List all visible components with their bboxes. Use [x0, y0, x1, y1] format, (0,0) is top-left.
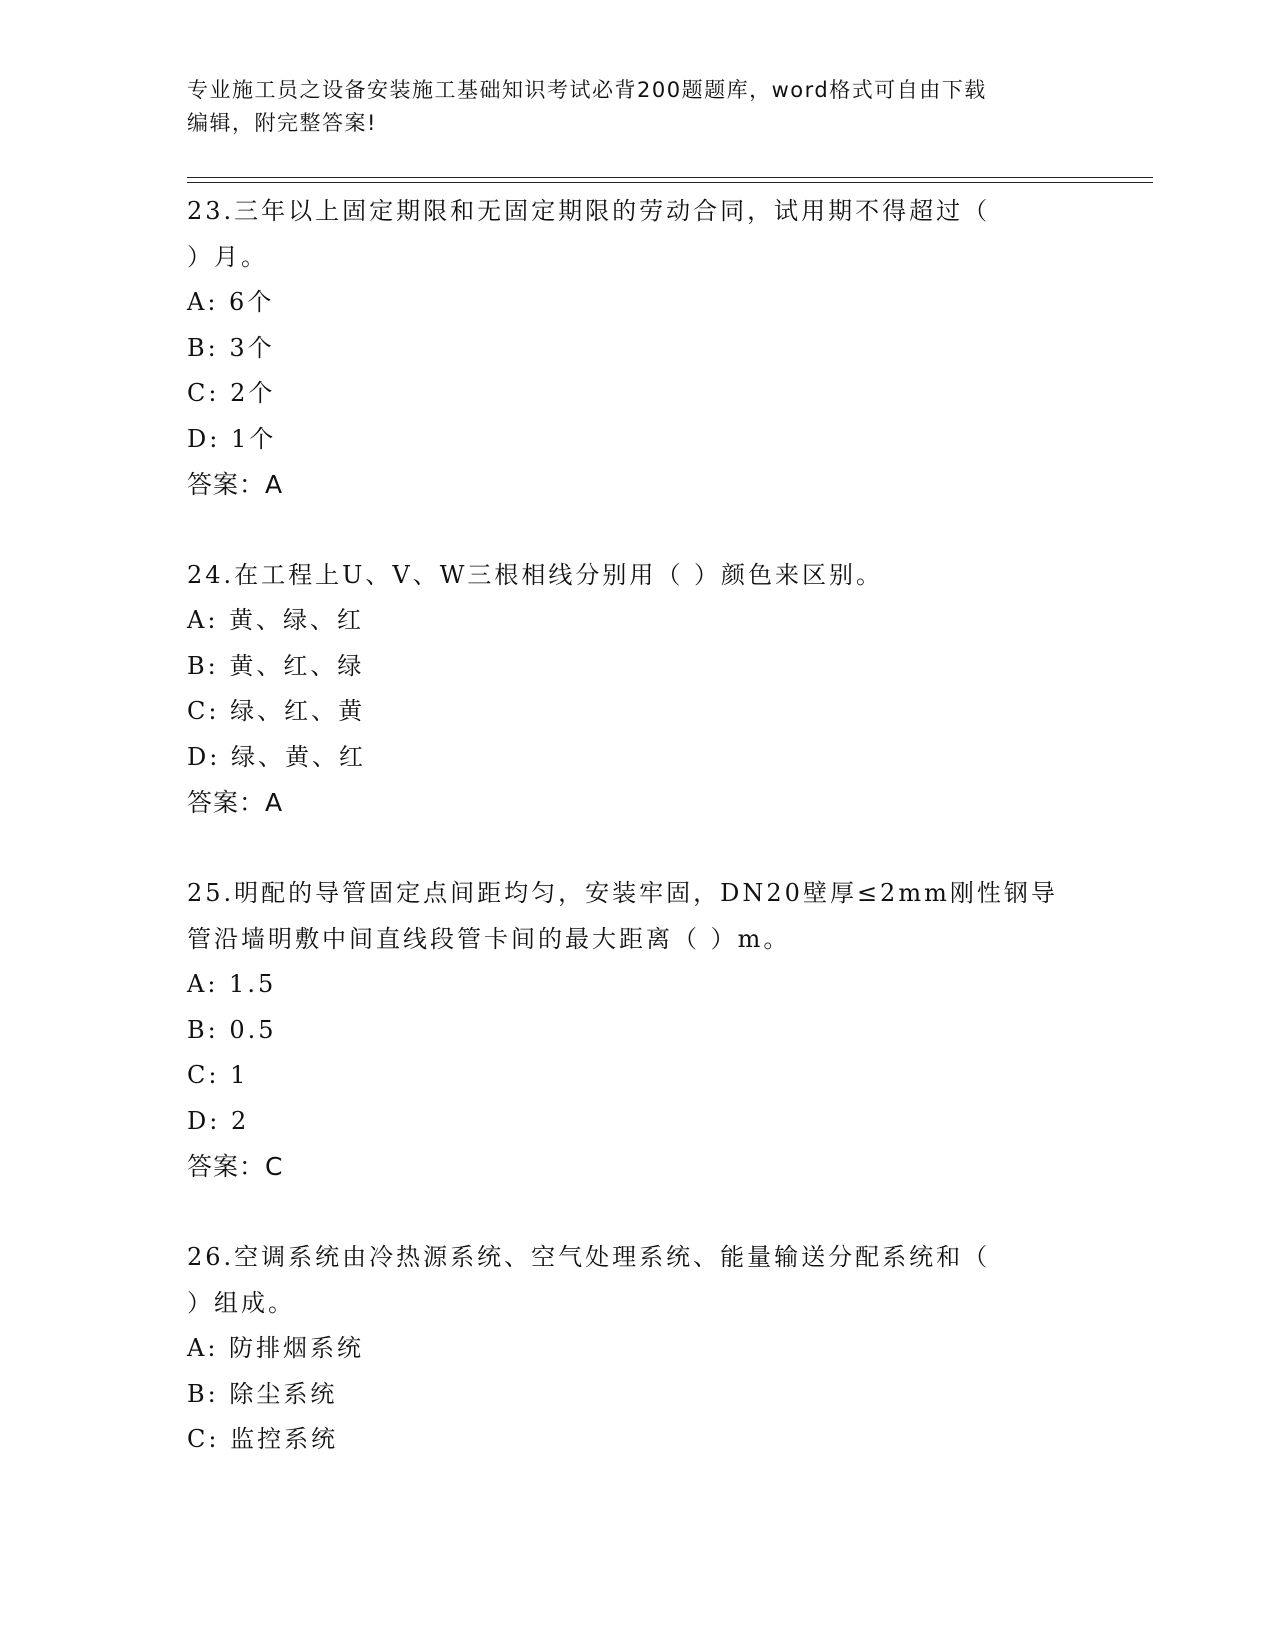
question-spacer [187, 825, 1087, 870]
option-d: D: 1个 [187, 424, 277, 453]
option-d: D: 2 [187, 1106, 250, 1135]
header-title-line-2: 编辑，附完整答案! [187, 111, 377, 135]
question-spacer [187, 1189, 1087, 1234]
question-text: 23.三年以上固定期限和无固定期限的劳动合同，试用期不得超过（ [187, 197, 991, 225]
option-a: A: 防排烟系统 [187, 1334, 365, 1362]
question-24 [187, 552, 1087, 825]
option-a: A: 黄、绿、红 [187, 606, 365, 634]
header-divider-bottom [187, 182, 1153, 183]
header-title-line-1: 专业施工员之设备安装施工基础知识考试必背200题题库，word格式可自由下载 [187, 78, 987, 102]
question-spacer [187, 507, 1087, 552]
question-text: 24.在工程上U、V、W三根相线分别用（ ）颜色来区别。 [187, 561, 884, 589]
option-a: A: 1.5 [187, 970, 277, 998]
answer-label: 答案：C [187, 1152, 284, 1181]
option-b: B: 3个 [187, 333, 275, 362]
question-text-continued: 管沿墙明敷中间直线段管卡间的最大距离（ ）m。 [187, 925, 791, 953]
option-b: B: 黄、红、绿 [187, 651, 365, 680]
option-d: D: 绿、黄、红 [187, 742, 366, 771]
option-c: C: 绿、红、黄 [187, 697, 366, 725]
header-divider-top [187, 177, 1153, 178]
option-b: B: 0.5 [187, 1015, 277, 1044]
option-c: C: 监控系统 [187, 1425, 339, 1453]
option-a: A: 6个 [187, 288, 275, 316]
question-23 [187, 188, 1087, 507]
option-c: C: 1 [187, 1061, 249, 1089]
document-header [187, 74, 1067, 140]
answer-label: 答案：A [187, 470, 284, 499]
question-25 [187, 870, 1087, 1189]
option-c: C: 2个 [187, 379, 276, 407]
question-26 [187, 1234, 1087, 1463]
question-text-continued: ）月。 [187, 243, 268, 271]
question-text-continued: ）组成。 [187, 1289, 295, 1317]
question-text: 26.空调系统由冷热源系统、空气处理系统、能量输送分配系统和（ [187, 1243, 991, 1271]
answer-label: 答案：A [187, 788, 284, 817]
question-text: 25.明配的导管固定点间距均匀，安装牢固，DN20壁厚≤2mm刚性钢导 [187, 879, 1058, 907]
question-list [187, 188, 1087, 1463]
option-b: B: 除尘系统 [187, 1379, 338, 1408]
